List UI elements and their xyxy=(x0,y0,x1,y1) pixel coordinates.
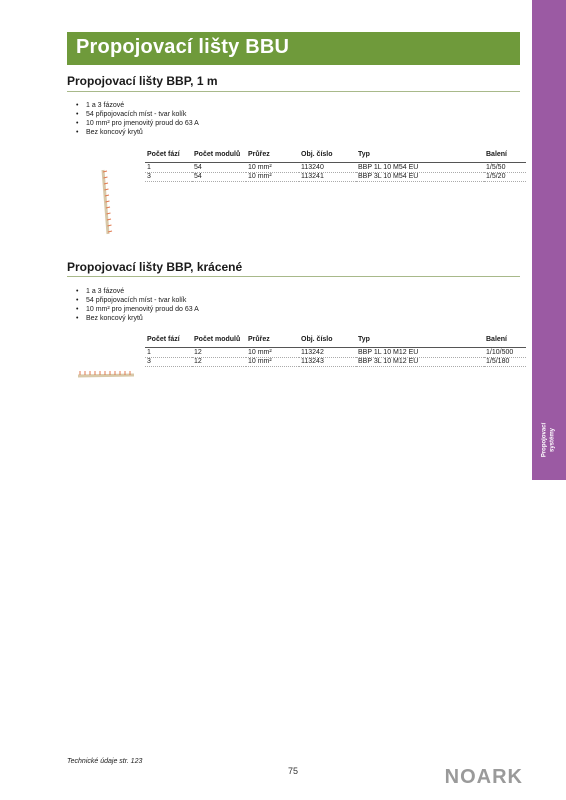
cell-phases: 1 xyxy=(145,163,192,173)
logo-text: NOARK xyxy=(444,766,523,787)
section-title: Propojovací lišty BBP, 1 m xyxy=(67,74,218,88)
feature-item: • 54 připojovacích míst - tvar kolík xyxy=(74,296,324,305)
col-header-order-number: Obj. číslo xyxy=(301,151,333,158)
feature-item: • 1 a 3 fázové xyxy=(74,287,324,296)
busbar-short-image xyxy=(76,367,136,381)
side-label-line2: systémy xyxy=(549,427,555,453)
cell-cross-section: 10 mm² xyxy=(246,163,299,173)
cell-type: BBP 3L 10 M54 EU xyxy=(356,173,484,182)
col-header-type: Typ xyxy=(358,336,370,343)
cell-phases: 3 xyxy=(145,358,192,367)
side-category-label xyxy=(532,400,566,480)
feature-item: • 10 mm² pro jmenovitý proud do 63 A xyxy=(74,119,324,128)
cell-cross-section: 10 mm² xyxy=(246,173,299,182)
title-banner xyxy=(67,32,520,65)
col-header-order-number: Obj. číslo xyxy=(301,336,333,343)
feature-item: • 54 připojovacích míst - tvar kolík xyxy=(74,110,324,119)
technical-data-reference: Technické údaje str. 123 xyxy=(67,758,143,765)
cell-order-number: 113243 xyxy=(299,358,356,367)
col-header-type: Typ xyxy=(358,151,370,158)
cell-packaging: 1/5/180 xyxy=(484,358,526,367)
section-divider xyxy=(67,91,520,92)
side-label-line1: Propojovací xyxy=(541,422,548,458)
cell-type: BBP 1L 10 M12 EU xyxy=(356,348,484,358)
cell-modules: 54 xyxy=(192,163,246,173)
feature-list xyxy=(74,101,324,137)
table-row xyxy=(145,358,526,367)
cell-modules: 12 xyxy=(192,348,246,358)
cell-phases: 1 xyxy=(145,348,192,358)
section-divider xyxy=(67,276,520,277)
table-row xyxy=(145,348,526,358)
cell-type: BBP 3L 10 M12 EU xyxy=(356,358,484,367)
feature-item: • Bez koncový krytů xyxy=(74,314,324,323)
cell-modules: 12 xyxy=(192,358,246,367)
product-table xyxy=(145,151,526,182)
col-header-packaging: Balení xyxy=(486,336,508,343)
cell-packaging: 1/5/50 xyxy=(484,163,526,173)
cell-order-number: 113242 xyxy=(299,348,356,358)
section-title: Propojovací lišty BBP, krácené xyxy=(67,260,243,274)
feature-item: • 1 a 3 fázové xyxy=(74,101,324,110)
col-header-phases: Počet fází xyxy=(147,336,180,343)
table-row xyxy=(145,173,526,182)
cell-order-number: 113240 xyxy=(299,163,356,173)
busbar-long-image xyxy=(99,168,113,238)
table-row xyxy=(145,163,526,173)
col-header-modules: Počet modulů xyxy=(194,151,241,158)
cell-order-number: 113241 xyxy=(299,173,356,182)
cell-cross-section: 10 mm² xyxy=(246,348,299,358)
cell-modules: 54 xyxy=(192,173,246,182)
col-header-phases: Počet fází xyxy=(147,151,180,158)
col-header-packaging: Balení xyxy=(486,151,508,158)
col-header-modules: Počet modulů xyxy=(194,336,241,343)
product-table xyxy=(145,336,526,367)
cell-type: BBP 1L 10 M54 EU xyxy=(356,163,484,173)
cell-cross-section: 10 mm² xyxy=(246,358,299,367)
noark-logo xyxy=(425,765,525,787)
col-header-cross-section: Průřez xyxy=(248,151,270,158)
feature-item: • 10 mm² pro jmenovitý proud do 63 A xyxy=(74,305,324,314)
cell-phases: 3 xyxy=(145,173,192,182)
page-number: 75 xyxy=(287,766,298,776)
cell-packaging: 1/5/20 xyxy=(484,173,526,182)
page-title: Propojovací lišty BBU xyxy=(76,36,290,58)
feature-item: • Bez koncový krytů xyxy=(74,128,324,137)
cell-packaging: 1/10/500 xyxy=(484,348,526,358)
col-header-cross-section: Průřez xyxy=(248,336,270,343)
feature-list xyxy=(74,287,324,323)
